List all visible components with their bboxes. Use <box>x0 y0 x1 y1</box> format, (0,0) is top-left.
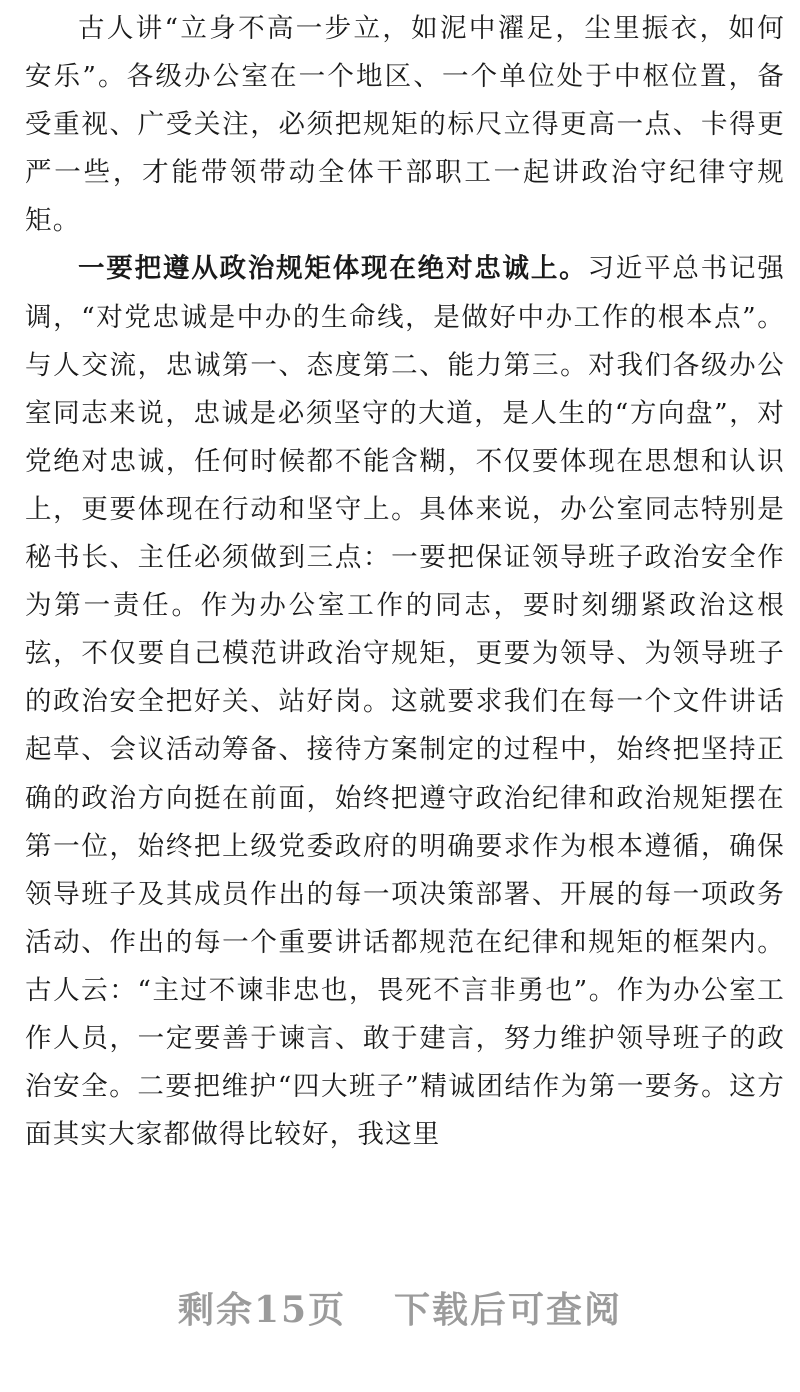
document-body <box>25 5 785 1159</box>
paragraph-2-body: 习近平总书记强调，“对党忠诚是中办的生命线，是做好中办工作的根本点”。与人交流，忠诚第一、态度第二、能力第三。对我们各级办公室同志来说，忠诚是必须坚守的大道，是人生的“方向盘”，对党绝对忠诚，任何时候都不能含糊，不仅要体现在思想和认识上，更要体现在行动和坚守上。具体来说，办公室同志特别是秘书长、主任必须做到三点：一要把保证领导班子政治安全作为第一责任。作为办公室工作的同志，要时刻绷紧政治这根弦，不仅要自己模范讲政治守规矩，更要为领导、为领导班子的政治安全把好关、站好岗。这就要求我们在每一个文件讲话起草、会议活动筹备、接待方案制定的过程中，始终把坚持正确的政治方向挺在前面，始终把遵守政治纪律和政治规矩摆在第一位，始终把上级党委政府的明确要求作为根本遵循，确保领导班子及其成员作出的每一项决策部署、开展的每一项政务活动、作出的每一个重要讲话都规范在纪律和规矩的框架内。古人云：“主过不谏非忠也，畏死不言非勇也”。作为办公室工作人员，一定要善于谏言、敢于建言，努力维护领导班子的政治安全。二要把维护“四大班子”精诚团结作为第一要务。这方面其实大家都做得比较好，我这里 <box>25 253 785 1151</box>
paragraph-2-lead: 一要把遵从政治规矩体现在绝对忠诚上。 <box>78 253 588 285</box>
paragraph-1-text: 古人讲“立身不高一步立，如泥中濯足，尘里振衣，如何安乐”。各级办公室在一个地区、一个单位处于中枢位置，备受重视、广受关注，必须把规矩的标尺立得更高一点、卡得更严一些，才能带领带动全体干部职工一起讲政治守纪律守规矩。 <box>25 13 785 237</box>
remaining-pages-label: 剩余15页 <box>177 1289 347 1331</box>
download-prompt[interactable] <box>0 1282 800 1333</box>
paragraph-1 <box>25 5 785 245</box>
download-to-view-label: 下载后可查阅 <box>394 1289 623 1331</box>
paragraph-2 <box>25 245 785 1159</box>
